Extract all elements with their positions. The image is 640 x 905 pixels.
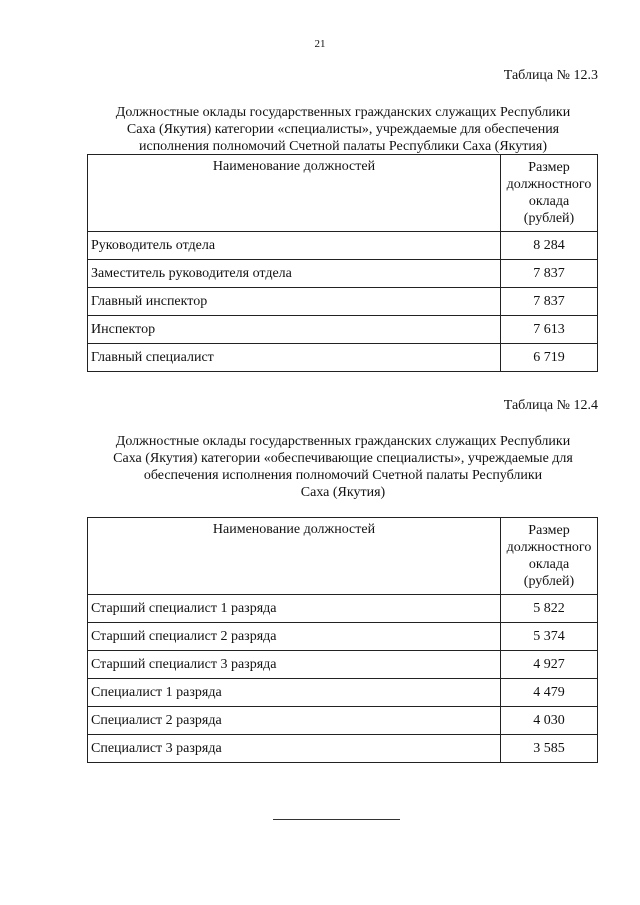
header-line: оклада [528, 194, 570, 209]
position-name: Специалист 3 разряда [88, 735, 501, 763]
position-name: Специалист 2 разряда [88, 707, 501, 735]
salary-value: 6 719 [501, 344, 598, 372]
table-12-4 [87, 517, 598, 763]
table-row [88, 679, 598, 707]
salary-value: 7 613 [501, 316, 598, 344]
table-12-3-caption [88, 104, 598, 155]
page-number: 21 [314, 38, 326, 50]
position-name: Главный специалист [88, 344, 501, 372]
header-line: (рублей) [523, 211, 575, 226]
table-12-3 [87, 154, 598, 372]
table-12-4-label: Таблица № 12.4 [503, 398, 598, 413]
salary-value: 7 837 [501, 288, 598, 316]
table-row [88, 232, 598, 260]
salary-value: 7 837 [501, 260, 598, 288]
footer-divider [273, 819, 400, 820]
table-row [88, 344, 598, 372]
column-header-name: Наименование должностей [88, 155, 501, 232]
salary-value: 8 284 [501, 232, 598, 260]
position-name: Заместитель руководителя отдела [88, 260, 501, 288]
table-row [88, 595, 598, 623]
position-name: Специалист 1 разряда [88, 679, 501, 707]
table-row [88, 735, 598, 763]
table-header-row [88, 518, 598, 595]
salary-value: 4 030 [501, 707, 598, 735]
table-row [88, 623, 598, 651]
column-header-name: Наименование должностей [88, 518, 501, 595]
salary-value: 4 927 [501, 651, 598, 679]
salary-value: 5 822 [501, 595, 598, 623]
salary-value: 5 374 [501, 623, 598, 651]
header-line: (рублей) [523, 574, 575, 589]
position-name: Руководитель отдела [88, 232, 501, 260]
header-line: Размер [528, 160, 570, 175]
salary-value: 4 479 [501, 679, 598, 707]
caption-line: Должностные оклады государственных гражданских служащих Республики [115, 434, 571, 449]
caption-line: исполнения полномочий Счетной палаты Республики Саха (Якутия) [138, 139, 547, 154]
caption-line: Саха (Якутия) категории «обеспечивающие специалисты», учреждаемые для [113, 451, 573, 466]
header-line: Размер [528, 523, 570, 538]
column-header-size [501, 518, 598, 595]
position-name: Главный инспектор [88, 288, 501, 316]
table-row [88, 316, 598, 344]
position-name: Старший специалист 2 разряда [88, 623, 501, 651]
header-line: должностного [506, 540, 592, 555]
position-name: Инспектор [88, 316, 501, 344]
table-row [88, 707, 598, 735]
table-12-3-label: Таблица № 12.3 [503, 68, 598, 83]
column-header-size [501, 155, 598, 232]
caption-line: обеспечения исполнения полномочий Счетной палаты Республики [143, 468, 543, 483]
header-line: должностного [506, 177, 592, 192]
table-row [88, 288, 598, 316]
table-12-4-caption [88, 433, 598, 501]
caption-line: Должностные оклады государственных гражданских служащих Республики [115, 105, 571, 120]
position-name: Старший специалист 3 разряда [88, 651, 501, 679]
caption-line: Саха (Якутия) [300, 485, 386, 500]
position-name: Старший специалист 1 разряда [88, 595, 501, 623]
table-header-row [88, 155, 598, 232]
salary-value: 3 585 [501, 735, 598, 763]
table-row [88, 651, 598, 679]
table-row [88, 260, 598, 288]
caption-line: Саха (Якутия) категории «специалисты», учреждаемые для обеспечения [126, 122, 560, 137]
header-line: оклада [528, 557, 570, 572]
